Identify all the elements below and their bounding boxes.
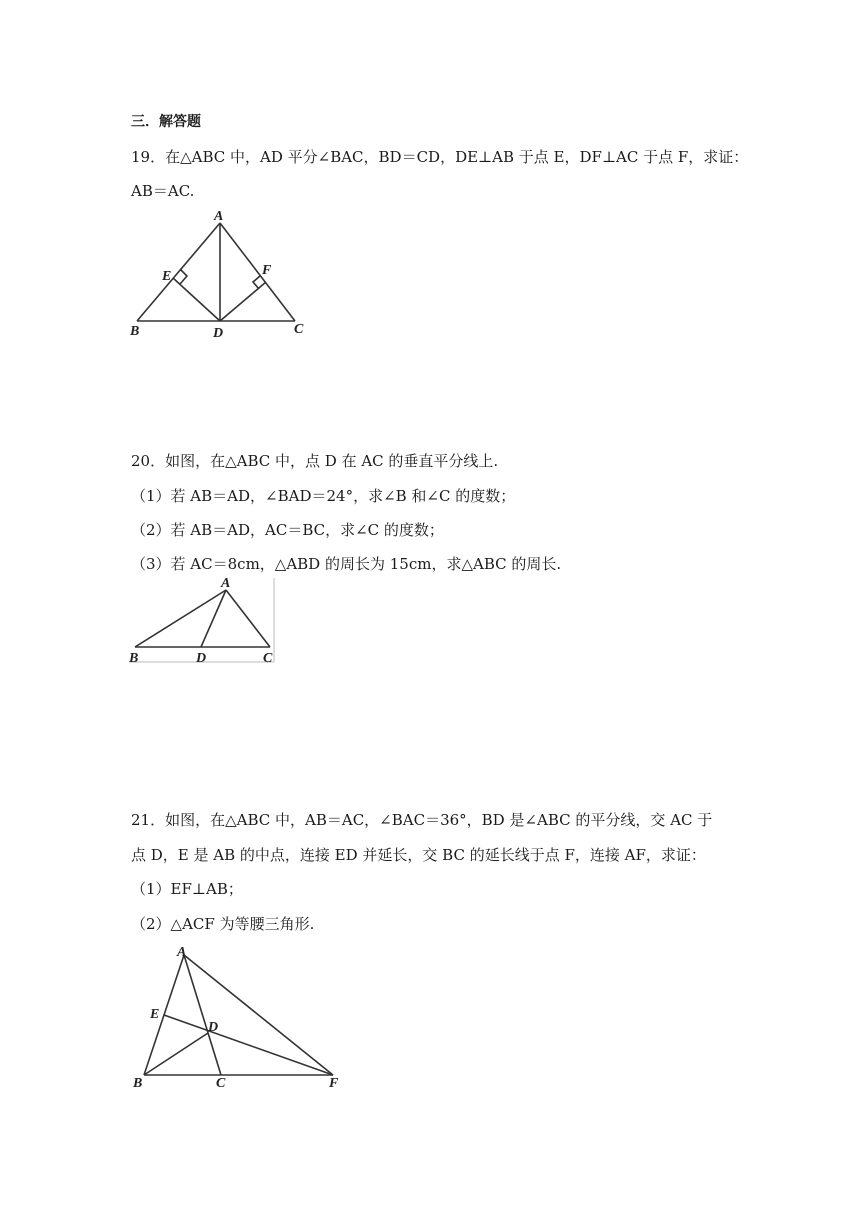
q21-label-E: E xyxy=(150,1007,160,1022)
q21-part1: （1）EF⊥AB； xyxy=(131,880,243,898)
q21-label-D: D xyxy=(208,1020,219,1035)
q21-label-B: B xyxy=(133,1076,143,1091)
q21-line2: 点 D，E 是 AB 的中点，连接 ED 并延长，交 BC 的延长线于点 F，连接 AF，求证： xyxy=(131,846,706,864)
q19-figure xyxy=(125,206,325,346)
q19-label-C: C xyxy=(294,322,304,337)
q20-figure xyxy=(125,576,285,666)
q19-label-B: B xyxy=(130,324,140,339)
q20-part1: （1）若 AB＝AD，∠BAD＝24°，求∠B 和∠C 的度数； xyxy=(131,487,516,505)
q21-line1: 21．如图，在△ABC 中，AB＝AC，∠BAC＝36°，BD 是∠ABC 的平分线，交 AC 于 xyxy=(131,811,713,829)
section-title: 三．解答题 xyxy=(131,114,201,130)
q20-label-C: C xyxy=(263,651,273,666)
q21-part2: （2）△ACF 为等腰三角形. xyxy=(131,915,315,933)
q21-figure xyxy=(128,945,358,1095)
q21-label-F: F xyxy=(329,1076,339,1091)
q20-label-A: A xyxy=(221,576,231,591)
q20-label-B: B xyxy=(129,651,139,666)
q20-line1: 20．如图，在△ABC 中，点 D 在 AC 的垂直平分线上. xyxy=(131,452,499,470)
q20-label-D: D xyxy=(196,651,207,666)
q19-label-D: D xyxy=(213,326,224,341)
q20-part2: （2）若 AB＝AD，AC＝BC，求∠C 的度数； xyxy=(131,521,444,539)
q21-label-C: C xyxy=(216,1076,226,1091)
q21-label-A: A xyxy=(177,945,187,960)
q19-label-A: A xyxy=(214,209,224,224)
q20-part3: （3）若 AC＝8cm，△ABD 的周长为 15cm，求△ABC 的周长. xyxy=(131,555,562,573)
q19-line1: 19．在△ABC 中，AD 平分∠BAC，BD＝CD，DE⊥AB 于点 E，DF⊥AC 于点 F，求证： xyxy=(131,148,749,166)
q19-line2: AB＝AC. xyxy=(131,182,195,200)
q19-label-E: E xyxy=(162,269,172,284)
q19-label-F: F xyxy=(262,263,272,278)
